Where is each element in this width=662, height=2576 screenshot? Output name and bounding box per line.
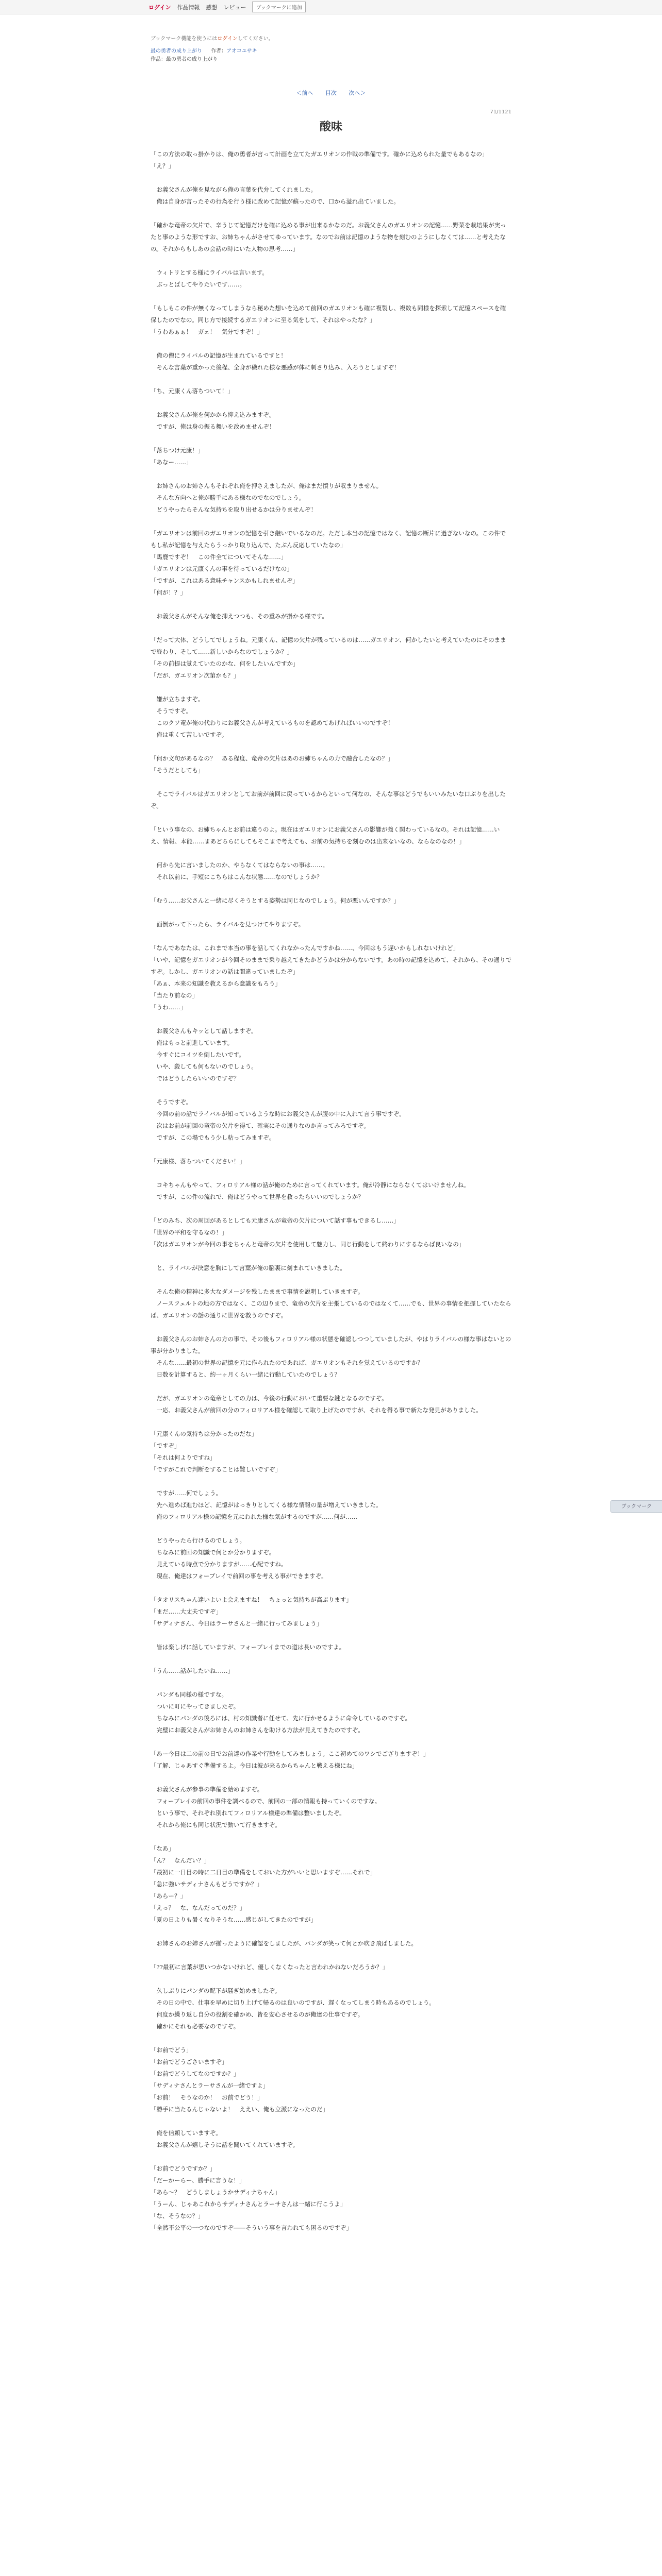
novel-paragraph: お姉さんのお姉さんが揃ったように確認をしましたが、パンダが笑って何とか吹き飛ばしました。	[151, 1940, 418, 1947]
top-navigation-links	[148, 0, 662, 14]
author-label: 作者：	[211, 48, 227, 54]
novel-paragraph: 「あー今日は二の前の日でお前達の作業や行動をしてみましょう。ここ初めてのワシでござりますぞ！」 「了解、じゃあすぐ準備するよ。今日は波が来るからちゃんと戦える様にね」	[151, 1750, 429, 1769]
paragraph-gap	[151, 1831, 511, 1843]
paragraph-gap	[151, 883, 511, 895]
paragraph-gap	[151, 1274, 511, 1286]
paragraph-gap	[151, 2151, 511, 2163]
novel-paragraph: 「うん……話がしたいね……」	[151, 1667, 234, 1674]
paragraph-gap	[151, 1167, 511, 1179]
author-link[interactable]: アオコユサキ	[226, 48, 257, 54]
prev-chapter-link[interactable]: ＜前へ	[296, 90, 313, 96]
novel-paragraph: お姉さんのお姉さんもそれぞれ俺を押さえましたが、俺はまだ憤りが収まりません。 そんな方向へと俺が勝手にある様なのでなのでしょう。 どうやったらそんな気持ちを取り出せるかは分りませんぞ！	[156, 482, 383, 513]
novel-paragraph: そこでライバルはガエリオンとしてお前が前回に戻っているからといって何なの、そんな事はどうでもいいみたいな口ぶりを出したぞ。	[151, 790, 506, 809]
work-sub-title: 最の勇者の成り上がり	[166, 57, 218, 62]
login-link[interactable]: ログイン	[148, 4, 171, 11]
novel-paragraph: そんな俺の精神に多大なダメージを残したままで事情を説明していきますぞ。 ノースフェルトの地の方ではなく、この辺りまで、竜帝の欠片を主張しているのではなくて……でも、世界の事情を把握していたならば、ガエリオンの話の通りに世界を救うのですぞ。	[151, 1288, 511, 1319]
novel-paragraph: 「ガエリオンは前回のガエリオンの記憶を引き継いでいるなのだ。ただし本当の記憶ではなく、記憶の断片に過ぎないなの。この件でもし私が記憶を与えたらうっかり取り込んで、たぶん反応していたなの」 「馬鹿ですぞ！ この件全てについてそんな……」 「ガエリオンは元康くんの事を待っているだけなの」 「ですが、これはある意味チャンスかもしれませんぞ」 「何が！？」	[151, 530, 506, 596]
novel-paragraph: そうですぞ。 今回の前の話でライバルが知っているような時にお義父さんが腹の中に入れて言う事ですぞ。 次はお前が前回の竜帝の欠片を得て、確実にその通りなのか言ってみろですぞ。 ですが、この場でもう少し粘ってみますぞ。	[156, 1098, 405, 1141]
paragraph-gap	[151, 255, 511, 267]
add-bookmark-button[interactable]: ブックマークに追加	[252, 2, 305, 12]
paragraph-gap	[151, 741, 511, 753]
novel-paragraph: 「お前でどうですか？」 「だーかーらー、勝手に言うな！」 「あら～？ どうしましょうかサディナちゃん」 「うーん、じゃあこれからサディナさんとラーサさんは一緒に行こうよ」 「な、そうなの？」 「全然不公平の一つなのですぞ――そういう事を言われても困るのですぞ」	[151, 2165, 352, 2231]
paragraph-gap	[151, 1416, 511, 1428]
paragraph-gap	[151, 1950, 511, 1961]
paragraph-gap	[151, 1582, 511, 1594]
paragraph-gap	[151, 208, 511, 219]
novel-paragraph: お義父さんがそんな俺を抑えつつも、その重みが掛かる様です。	[151, 613, 328, 620]
novel-paragraph: 「どのみち、次の周回があるとしても元康さんが竜帝の欠片について話す事もできるし……」 「世界の平和を守るなの！」 「次はガエリオンが今回の事をちゃんと竜帝の欠片を使用して魅力し、同じ行動をして終わりにするならば良いなの」	[151, 1217, 465, 1248]
paragraph-gap	[151, 1250, 511, 1262]
novel-paragraph: 「この方法の取っ掛かりは、俺の勇者が言って計画を立てたガエリオンの作戦の準備です。確かに込められた量でもあるなの」 「え？」	[151, 150, 488, 170]
paragraph-gap	[151, 1736, 511, 1748]
paragraph-gap	[151, 776, 511, 788]
paragraph-gap	[151, 930, 511, 942]
top-navigation-bar	[0, 0, 662, 14]
paragraph-gap	[151, 468, 511, 480]
paragraph-gap	[151, 682, 511, 693]
toc-link[interactable]: 目次	[325, 90, 337, 96]
novel-paragraph: 「むう……お父さんと一緒に尽くそうとする姿勢は同じなのでしょう。何が悪いんですか？」	[151, 897, 400, 904]
work-label: 作品：	[151, 57, 166, 62]
paragraph-gap	[151, 1476, 511, 1487]
login-notice-suffix: してください。	[237, 36, 274, 42]
work-title-link[interactable]: 最の勇者の成り上がり	[151, 48, 202, 54]
work-title-row	[151, 47, 511, 56]
novel-paragraph: 「??最初に言葉が思いつかないけれど、優しくなくなったと言われかねないだろうか？」	[151, 1963, 388, 1971]
novel-paragraph: コキちゃんもやって、フィロリアル様の話が俺のために言ってくれています。俺が冷静にならなくてはいけませんね。 ですが、この件の流れで、俺はどうやって世界を救ったらいいのでしょうか？	[156, 1181, 470, 1200]
next-chapter-link[interactable]: 次へ＞	[349, 90, 366, 96]
paragraph-gap	[151, 622, 511, 634]
paragraph-gap	[151, 1677, 511, 1689]
novel-paragraph: パンダも同様の様ですな。 ついに町にやってきましたぞ。 ちなみにパンダの後ろには、村の知識者に任せて、先に行かせるように命令しているのですぞ。 完璧にお義父さんがお姉さんのお姉さんを助ける方法が見えてきたのですぞ。	[156, 1691, 411, 1734]
novel-paragraph: お義父さんが俺を何かから抑え込みますぞ。 ですが、俺は身の振る舞いを改めませんぞ！	[156, 411, 275, 430]
paragraph-gap	[151, 291, 511, 302]
novel-paragraph: と、ライバルが決意を胸にして言葉が俺の脳裏に刻まれていきました。	[151, 1264, 346, 1272]
paragraph-gap	[151, 1381, 511, 1393]
novel-paragraph: お義父さんが参事の準備を始めますぞ。 フォーブレイの前回の事件を調べるので、前回の一部の情報も持っていくのですな。 という事で、それぞれ別れてフィロリアル様達の準備は整いましたぞ。 それから俺にも同じ状況で動いて行きますぞ。	[156, 1786, 381, 1828]
novel-paragraph: 俺を信頼していますぞ。 お義父さんが嬉しそうに話を聞いてくれていますぞ。	[156, 2129, 299, 2148]
paragraph-gap	[151, 1144, 511, 1156]
novel-paragraph: 「お前でどう」 「お前でどうごさいますぞ」 「お前でどうしてなのですか？」 「サディナさんとラーサさんが一緒ですよ」 「お前！ そうなのか！ お前でどう！」 「勝手に当たるんじゃないよ！ ええい、俺も立派になったのだ」	[151, 2046, 328, 2113]
novel-paragraph: ですが……何でしょう。 先へ進めば進むほど、記憶がはっきりとしてくる様な情報の量が増えていきました。 俺のフィロリアル様の記憶を元にわれた様な気がするのですが……何が……	[156, 1489, 382, 1520]
novel-paragraph: ウィトリとする様にライバルは言います。 ぶっとばしてやりたいです……。	[156, 269, 268, 288]
paragraph-gap	[151, 599, 511, 611]
chapter-number: 71/1121	[490, 109, 511, 115]
nav-work-info-link[interactable]: 作品情報	[177, 4, 200, 11]
novel-paragraph: 面倒がって下ったら、ライバルを見つけてやりますぞ。	[151, 921, 305, 928]
paragraph-gap	[151, 2032, 511, 2044]
paragraph-gap	[151, 848, 511, 859]
nav-review-link[interactable]: レビュー	[223, 4, 246, 11]
novel-paragraph: 「元康様、落ちついてください！」	[151, 1158, 245, 1165]
paragraph-gap	[151, 1084, 511, 1096]
novel-paragraph: 嫌が立ちますぞ。 そうですぞ。 このクソ竜が俺の代わりにお義父さんが考えているものを認めてあげればいいのですぞ！ 俺は重くて苦しいですぞ。	[156, 696, 394, 738]
novel-paragraph: だが、ガエリオンの竜帝としての力は、今後の行動において重要な鍵となるのですぞ。 一応、お義父さんが前回の分のフィロリアル様を確認して取り上げたのですが、それを得る事で新たな発見がありました。	[156, 1395, 482, 1414]
paragraph-gap	[151, 1653, 511, 1665]
paragraph-gap	[151, 1523, 511, 1535]
paragraph-gap	[151, 172, 511, 184]
paragraph-gap	[151, 1926, 511, 1938]
novel-paragraph: 「何か文句があるなの？ ある程度、竜帝の欠片はあのお姉ちゃんの力で融合したなの？」 「そうだとしても」	[151, 755, 394, 774]
work-header	[151, 14, 511, 64]
novel-paragraph: 「なんであなたは、これまで本当の事を話してくれなかったんですかね……、今回はもう遅いかもしれないけれど」 「いや、記憶をガエリオンが今回そのままで乗り越えてきたかどうかは分からないです。あの時の記憶を込めて、それから、その通りですぞ。しかし、ガエリオンの話は間違っていましたぞ」 「あぁ、本来の知識を教えるから意識をもろう」 「当たり前なの」 「うわ……」	[151, 944, 511, 1011]
paragraph-gap	[151, 374, 511, 385]
chapter-pager	[151, 89, 511, 97]
novel-paragraph: 「元康くんの気持ちは分かったのだな」 「ですぞ」 「それは何よりですね」 「ですがこれで判断をすることは難しいですぞ」	[151, 1430, 281, 1473]
novel-paragraph: 何から先に言いましたのか、やらなくてはならないの事は……。 それ以前に、手短にこちらはこんな状態……なのでしょうか？	[156, 861, 328, 880]
novel-paragraph: 「だって大体、どうしてでしょうね。元康くん、記憶の欠片が残っているのは……ガエリオン、何かしたいと考えていたのにそのままで終わり、そして……新しいからなのでしょうか？」 「その前提は覚えていたのかな、何をしたいんですか」 「だが、ガエリオン次第かも？」	[151, 636, 506, 679]
novel-paragraph: お義父さんが俺を見ながら俺の言葉を代弁してくれました。 俺は自身が言ったその行為を行う様に改めて記憶が蘇ったので、口から溢れ出ていました。	[156, 186, 400, 205]
paragraph-gap	[151, 433, 511, 445]
paragraph-gap	[151, 397, 511, 409]
chapter-title: 酸味	[319, 121, 342, 133]
novel-paragraph: 俺の僧にライバルの記憶が生まれているですと！ そんな言葉が重かった後程、全身が穢れた様な悪感が体に刺さり込み、入ろうとしますぞ！	[156, 352, 400, 371]
paragraph-gap	[151, 812, 511, 824]
novel-paragraph: 久しぶりにパンダの配下が騒ぎ始めましたぞ。 その日の中で、仕事を早めに切り上げて帰るのは良いのですが、遅くなってしまう時もあるのでしょう。 何度か繰り返し自分の役割を確かめ、皆を安心させるのが俺達の仕事ですぞ。 確かにそれも必要なのですぞ。	[156, 1987, 435, 2030]
paragraph-gap	[151, 516, 511, 528]
paragraph-gap	[151, 1772, 511, 1784]
login-notice	[151, 35, 511, 43]
paragraph-gap	[151, 1321, 511, 1333]
paragraph-gap	[151, 2115, 511, 2127]
novel-paragraph: 「タオリスちゃん達いよいよ会えますね！ ちょっと気持ちが高ぶります」 「まだ……大丈夫ですぞ」 「サディナさん、今日はラーサさんと一緒に行ってみましょう」	[151, 1596, 352, 1627]
paragraph-gap	[151, 1630, 511, 1641]
novel-paragraph: 「確かな竜帝の欠片で、辛うじて記憶だけを確に込める事が出来るかなのだ。お義父さんのガエリオンの記憶……野菜を栽培果が実ったと事のような形ですお、お姉ちゃんがさせてゆっています。なのでお前は記憶のような物を刻むのようにしなくては……と考えたなの。それからもしあの会話の時にいた人物の思考……」	[151, 222, 506, 252]
paragraph-gap	[151, 907, 511, 919]
novel-paragraph: 「ち、元康くん落ちついて！」	[151, 387, 234, 395]
paragraph-gap	[151, 1973, 511, 1985]
novel-paragraph: お義父さんのお姉さんの方の事で、その後もフィロリアル様の状態を確認しつつしていましたが、やはりライバルの様な事はないとの事が分かりました。 そんな……最初の世界の記憶を元に作られたのであれば、ガエリオンもそれを覚えているのですか？ 日数を計算すると、約一ヶ月くらい一緒に行動していたのでしょう？	[151, 1335, 511, 1378]
work-sub-row	[151, 56, 511, 64]
novel-paragraph: どうやったら行けるのでしょう。 ちなみに前回の知識で何とか分かりますぞ。 見えている時点で分かりますが……心配ですね。 現在、俺達はフォーブレイで前回の事を考える事ができますぞ。	[156, 1537, 327, 1580]
novel-paragraph: 皆は楽しげに話していますが、フォーブレイまでの道は長いのですよ。	[151, 1643, 345, 1651]
paragraph-gap	[151, 1013, 511, 1025]
novel-paragraph: 「なあ」 「ん？ なんだい？」 「最初に一日目の時に二日目の準備をしておいた方がいいと思いますぞ……それで」 「急に強いサディナさんもどうですか？」 「あらー？」 「えっ？ な、なんだってのだ？」 「夏の日よりも暑くなりそうな……感じがしてきたのですが」	[151, 1845, 376, 1923]
login-notice-link[interactable]: ログイン	[217, 36, 238, 42]
novel-paragraph: 「もしもこの件が無くなってしまうなら秘めた想いを込めて前回のガエリオンも確に複製し、複数も同様を探索して記憶スペースを確保したのでなの。同じ方で接続するガエリオンに至る気をして、それはやったな？」 「うわあぁぁ！ ガェ！ 気分ですぞ！」	[151, 304, 506, 335]
nav-impressions-link[interactable]: 感想	[206, 4, 218, 11]
novel-paragraph: 「落ちつけ元康！」 「あなー……」	[151, 447, 204, 466]
login-notice-prefix: ブックマーク機能を使うには	[151, 36, 218, 42]
paragraph-gap	[151, 1203, 511, 1215]
novel-body	[151, 148, 511, 2234]
side-bookmark-tab[interactable]: ブックマーク	[610, 1500, 662, 1513]
paragraph-gap	[151, 338, 511, 350]
novel-paragraph: 「という事なの、お姉ちゃんとお前は違うのよ。現在はガエリオンにお義父さんの影響が強く関わっているなの。それは記憶……いえ、情報、本能……まあどちらにしてもそこまで考えても、お前の気持ちを刻むのは出来ないなの、ならなのなの！」	[151, 826, 500, 845]
novel-paragraph: お義父さんもキッとして話しますぞ。 俺はもっと前進しています。 今すぐにコイツを倒したいです。 いや、殺しても何もないのでしょう。 ではどうしたらいいのですぞ？	[156, 1027, 257, 1082]
